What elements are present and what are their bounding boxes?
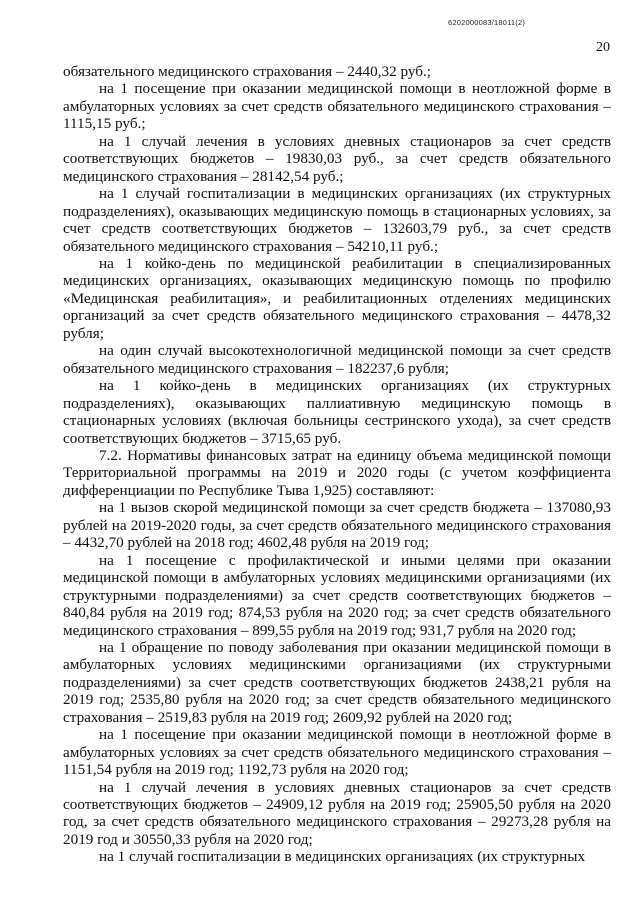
paragraph-hospitalization-cost: на 1 случай госпитализации в медицинских организациях (их структурных подразделениях), оказывающих медицинскую помощь в стационарных условиях, за счет средств соответствующих бюджетов – 132603,79 руб., за счет средств обязательного медицинского страхования – 54210,11 руб.; xyxy=(63,185,611,255)
paragraph-preventive-visit-cost: на 1 посещение с профилактической и иными целями при оказании медицинской помощи в амбулаторных условиях медицинскими организациями (их структурными подразделениями) за счет средств соответствующих бюджетов – 840,84 рубля на 2019 год; 874,53 рубля на 2020 год; за счет средств обязательного медицинского страхования – 899,55 рубля на 2019 год; 931,7 рубля на 2020 год; xyxy=(63,551,611,639)
paragraph-ambulance-call-cost: на 1 вызов скорой медицинской помощи за счет средств бюджета – 137080,93 рублей на 2019-2020 годы, за счет средств обязательного медицинского страхования – 4432,70 рублей на 2018 год; 4602,48 рубля на 2019 год; xyxy=(63,499,611,552)
paragraph-rehabilitation-cost: на 1 койко-день по медицинской реабилитации в специализированных медицинских организациях, оказывающих медицинскую помощь по профилю «Медицинская реабилитация», и реабилитационных отделениях медицинских организаций за счет средств обязательного медицинского страхования – 4478,32 рубля; xyxy=(63,254,611,342)
page-number: 20 xyxy=(596,40,610,55)
paragraph-continuation: обязательного медицинского страхования – 2440,32 руб.; xyxy=(63,63,432,80)
paragraph-emergency-visit-cost: на 1 посещение при оказании медицинской помощи в неотложной форме в амбулаторных условиях за счет средств обязательного медицинского страхования – 1115,15 руб.; xyxy=(63,80,611,133)
document-body xyxy=(63,63,611,866)
document-code: 6202000083/18011(2) xyxy=(448,18,526,27)
paragraph-emergency-visit-cost-2019-2020: на 1 посещение при оказании медицинской помощи в неотложной форме в амбулаторных условиях за счет средств обязательного медицинского страхования – 1151,54 рубля на 2019 год; 1192,73 рубля на 2020 год; xyxy=(63,726,611,779)
paragraph-day-hospital-cost-2019-2020: на 1 случай лечения в условиях дневных стационаров за счет средств соответствующих бюджетов – 24909,12 рубля на 2019 год; 25905,50 рубля на 2020 год, за счет средств обязательного медицинского страхования – 29273,28 рубля на 2019 год и 30550,33 рубля на 2020 год; xyxy=(63,778,611,848)
paragraph-day-hospital-cost: на 1 случай лечения в условиях дневных стационаров за счет средств соответствующих бюджетов – 19830,03 руб., за счет средств обязательного медицинского страхования – 28142,54 руб.; xyxy=(63,132,611,185)
paragraph-section-7-2: 7.2. Нормативы финансовых затрат на единицу объема медицинской помощи Территориальной программы на 2019 и 2020 годы (с учетом коэффициента дифференциации по Республике Тыва 1,925) составляют: xyxy=(63,446,611,499)
paragraph-palliative-care-cost: на 1 койко-день в медицинских организациях (их структурных подразделениях), оказывающих паллиативную медицинскую помощь в стационарных условиях (включая больницы сестринского ухода), за счет средств соответствующих бюджетов – 3715,65 руб. xyxy=(63,377,611,447)
paragraph-hospitalization-start: на 1 случай госпитализации в медицинских организациях (их структурных xyxy=(99,848,586,866)
paragraph-disease-appeal-cost: на 1 обращение по поводу заболевания при оказании медицинской помощи в амбулаторных условиях медицинскими организациями (их структурными подразделениями) за счет средств соответствующих бюджетов 2438,21 рубля на 2019 год; 2535,80 рубля на 2020 год; за счет средств обязательного медицинского страхования – 2519,83 рубля на 2019 год; 2609,92 рублей на 2020 год; xyxy=(63,638,611,726)
paragraph-high-tech-care-cost: на один случай высокотехнологичной медицинской помощи за счет средств обязательного медицинского страхования – 182237,6 рубля; xyxy=(63,342,611,377)
